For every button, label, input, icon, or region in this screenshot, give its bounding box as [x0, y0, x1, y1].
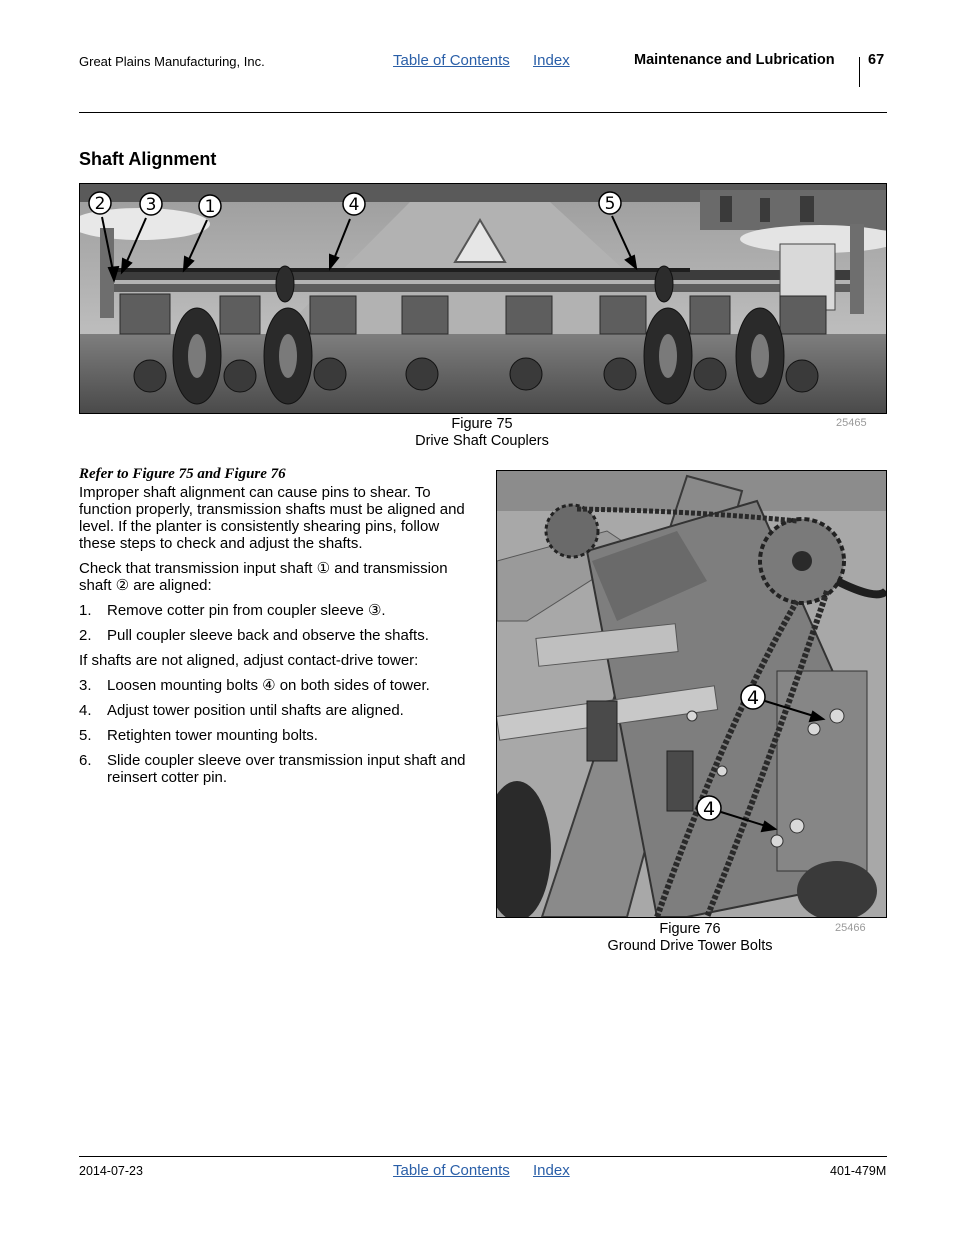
footer-doc-number: 401-479M [830, 1164, 887, 1178]
figure-75-caption [382, 416, 582, 450]
step-number: 4. [79, 702, 92, 719]
company-name: Great Plains Manufacturing, Inc. [79, 54, 265, 69]
figure-76-image-number: 25466 [835, 922, 866, 934]
section-title: Shaft Alignment [79, 149, 217, 169]
list-item [79, 677, 474, 694]
list-item [79, 602, 474, 619]
step-number: 3. [79, 677, 92, 694]
figure76-callout-4-upper: 4 [746, 687, 760, 709]
step-number: 2. [79, 627, 92, 644]
figure75-callout-3: 3 [145, 195, 157, 215]
figure-75-image [79, 183, 887, 414]
list-item [79, 627, 474, 644]
figure-76-image [496, 470, 887, 918]
intro-paragraph: Improper shaft alignment can cause pins to shear. To function properly, transmission shafts must be aligned and level. If the planter is consistently shearing pins, follow these steps to check and adjust the shafts. [79, 484, 465, 552]
header-index-link[interactable]: Index [533, 52, 570, 69]
step-text: Pull coupler sleeve back and observe the shafts. [107, 627, 429, 644]
step-text: Slide coupler sleeve over transmission input shaft and reinsert cotter pin. [107, 752, 466, 786]
step-text: Retighten tower mounting bolts. [107, 727, 318, 744]
refer-note: Refer to Figure 75 and Figure 76 [79, 466, 286, 482]
figure76-callout-4-lower: 4 [702, 798, 716, 820]
figure75-callout-1: 1 [204, 197, 216, 217]
if-not-paragraph: If shafts are not aligned, adjust contact-drive tower: [79, 652, 419, 669]
ground-drive-tower-photo [497, 471, 886, 917]
page-number: 67 [868, 52, 885, 68]
list-item [79, 752, 474, 786]
header-toc-link[interactable]: Table of Contents [393, 52, 510, 69]
header-section-title: Maintenance and Lubrication [634, 52, 835, 68]
footer-date: 2014-07-23 [79, 1164, 143, 1178]
figure-76-caption [580, 921, 800, 955]
figure75-callout-5: 5 [604, 194, 616, 214]
figure-76-label: Figure 76 [659, 921, 721, 937]
check-paragraph: Check that transmission input shaft ① and transmission shaft ② are aligned: [79, 560, 448, 594]
footer-rule [79, 1156, 887, 1157]
figure75-callout-4: 4 [348, 195, 360, 215]
figure-75-label: Figure 75 [451, 416, 513, 432]
footer-toc-link[interactable]: Table of Contents [393, 1162, 510, 1179]
step-number: 1. [79, 602, 92, 619]
figure-75-title: Drive Shaft Couplers [415, 433, 549, 449]
figure-76-title: Ground Drive Tower Bolts [607, 938, 773, 954]
steps-list-b [79, 677, 474, 786]
list-item [79, 727, 474, 744]
step-text: Loosen mounting bolts ④ on both sides of tower. [107, 677, 430, 694]
planter-rear-photo [80, 184, 886, 413]
step-text: Adjust tower position until shafts are aligned. [107, 702, 404, 719]
procedure-text [79, 466, 474, 794]
list-item [79, 702, 474, 719]
steps-list-a [79, 602, 474, 644]
footer-index-link[interactable]: Index [533, 1162, 570, 1179]
header-rule [79, 112, 887, 113]
step-text: Remove cotter pin from coupler sleeve ③. [107, 602, 386, 619]
step-number: 5. [79, 727, 92, 744]
figure-75-image-number: 25465 [836, 417, 867, 429]
header-divider [859, 57, 860, 87]
step-number: 6. [79, 752, 92, 769]
figure75-callout-2: 2 [94, 194, 106, 214]
